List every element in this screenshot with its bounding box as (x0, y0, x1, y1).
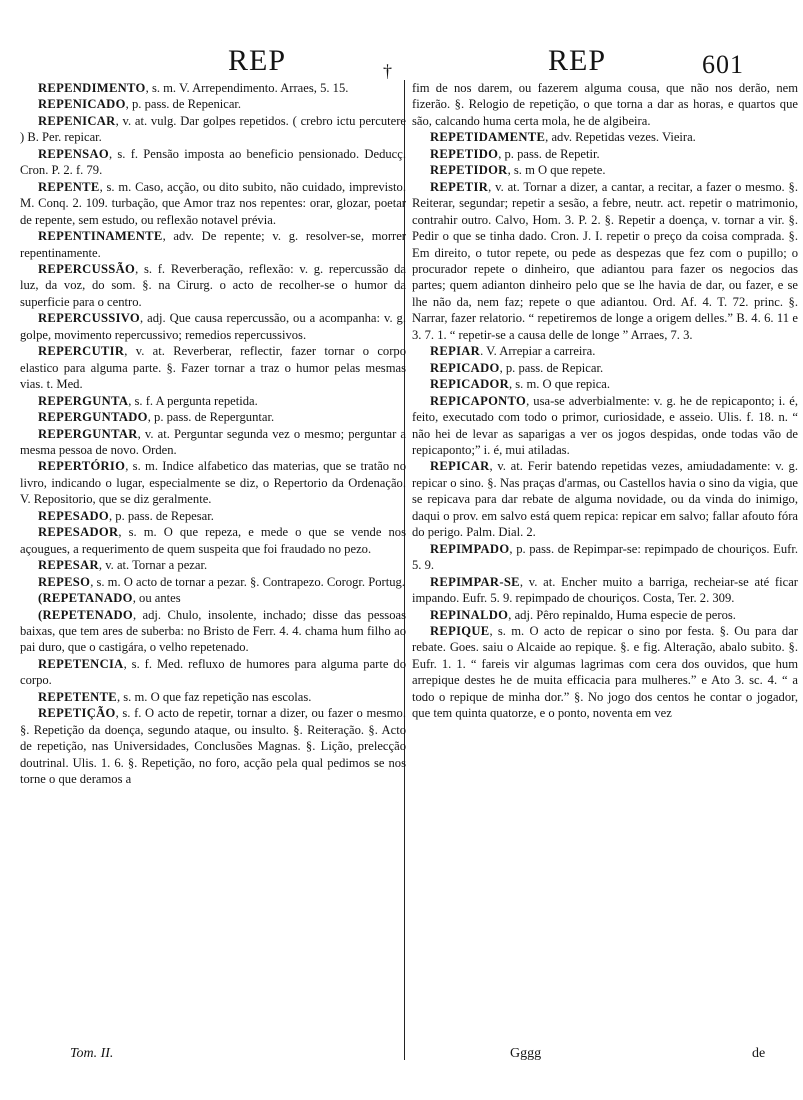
dictionary-entry (20, 590, 406, 606)
entry-headword: REPETIÇÃO (38, 706, 116, 721)
entry-definition: , s. m. O acto de tornar a pezar. §. Contrapezo. Corogr. Portug. (90, 574, 405, 589)
dictionary-entry (412, 458, 798, 540)
entry-definition: , s. f. O acto de repetir, tornar a dizer, ou fazer o mesmo. §. Repetição da doença, segundo ataque, ou insulto. §. Reiteração. §. Acto de repetição, nas Universidades, Conclusões Magnas. §. Lição, prelecção doutrinal. Ulis. 1. 6. §. Repetição, no foro, acção pela qual pedimos se nos torne o que deramos a (20, 706, 406, 787)
dictionary-entry (20, 96, 406, 112)
catchword: de (752, 1046, 766, 1061)
right-column (412, 80, 798, 722)
entry-headword: REPINALDO (430, 607, 509, 622)
dictionary-entry (20, 146, 406, 179)
page-number: 601 (702, 50, 744, 79)
dictionary-entry (20, 261, 406, 310)
dictionary-entry (20, 458, 406, 507)
dictionary-entry (412, 360, 798, 376)
entry-headword: REPETIDOR (430, 163, 508, 178)
dictionary-entry (20, 426, 406, 459)
entry-headword: (REPETANADO (38, 591, 133, 606)
dictionary-entry (20, 80, 406, 96)
dictionary-entry (412, 179, 798, 344)
dictionary-entry (20, 656, 406, 689)
entry-definition: , s. f. Pensão imposta ao beneficio pensionado. Deducç. Cron. P. 2. f. 79. (20, 146, 406, 178)
signature-mark: Gggg (510, 1046, 542, 1061)
dictionary-entry (412, 146, 798, 162)
dictionary-entry (20, 705, 406, 787)
entry-definition: , p. pass. de Repenicar. (125, 97, 242, 112)
dictionary-entry (20, 179, 406, 228)
entry-definition: , p. pass. de Reperguntar. (147, 410, 275, 425)
entry-definition: , s. m. Indice alfabetico das materias, que se tratão no livro, indicando o lugar, especialmente se diz, o Repertorio da Ordenação. V. Repositorio, que se diz geralmente. (20, 459, 406, 507)
entry-definition: , p. pass. de Repetir. (498, 146, 600, 161)
dictionary-entry (20, 343, 406, 392)
volume-footer: Tom. II. (70, 1046, 114, 1061)
entry-headword: REPERGUNTA (38, 393, 129, 408)
entry-definition: fim de nos darem, ou fazerem alguma cousa, que não nos derão, nem fizerão. §. Relogio de repetição, o que torna a dar as horas, e quartos que são, calcando huma certa mola, he de algibeira. (412, 81, 798, 128)
entry-definition: , usa-se adverbialmente: v. g. he de repicaponto; i. é, feito, executado com todo o primor, curiosidade, e asseio. Ulis. f. 18. n. “ não hei de levar as saparigas a ver os jogos despidas, onde todas vão de repicaponto;” i. é, mui atiladas. (412, 393, 798, 457)
dictionary-entry (412, 129, 798, 145)
dictionary-entry (20, 607, 406, 656)
entry-headword: REPICADO (430, 360, 500, 375)
dictionary-entry (20, 113, 406, 146)
entry-headword: REPICAR (430, 459, 490, 474)
entry-definition: , p. pass. de Repimpar-se: repimpado de chouriços. Eufr. 5. 9. (412, 541, 798, 573)
entry-definition: , adj. Pêro repinaldo, Huma especie de peros. (508, 607, 736, 622)
dictionary-entry (412, 607, 798, 623)
entry-headword: REPERGUNTAR (38, 426, 138, 441)
dictionary-entry (20, 524, 406, 557)
entry-definition: , adj. Chulo, insolente, inchado; disse das pessoas baixas, que tem ares de suberba: no Bristo de Ferr. 4. 4. chama hum filho ao pai duro, que o castigára, o velho repetenado. (20, 607, 406, 655)
entry-headword: REPICADOR (430, 377, 509, 392)
entry-definition: , adj. Que causa repercussão, ou a acompanha: v. g. golpe, movimento repercussivo; remedios repercussivos. (20, 311, 406, 342)
header-separator-mark: † (383, 61, 393, 81)
entry-headword: REPICAPONTO (430, 393, 527, 408)
entry-definition: , v. at. Perguntar segunda vez o mesmo; perguntar a mesma pessoa de novo. Orden. (20, 426, 406, 457)
dictionary-entry (412, 623, 798, 722)
dictionary-entry (20, 228, 406, 261)
entry-definition: , s. m O que repete. (507, 163, 606, 178)
entry-definition: , s. m. Caso, acção, ou dito subito, não cuidado, imprevisto. M. Conq. 2. 109. turbação, que Amor traz nos repentes: orar, glozar, poetar de repente, sem estudo, ou reflexão notavel prévia. (20, 179, 406, 227)
entry-headword: REPETIR (430, 179, 489, 194)
entry-headword: REPIAR (430, 344, 481, 359)
entry-definition: , s. f. A pergunta repetida. (128, 393, 258, 408)
entry-definition: . V. Arrepiar a carreira. (480, 344, 596, 359)
dictionary-entry (20, 393, 406, 409)
dictionary-entry (412, 541, 798, 574)
entry-definition: , v. at. Tornar a pezar. (98, 558, 208, 573)
entry-headword: REPESADOR (38, 525, 119, 540)
entry-definition: , v. at. Tornar a dizer, a cantar, a recitar, a fazer o mesmo. §. Reiterar, segundar; repetir a sesão, a febre, neutr. act. repetir o matrimonio, contrahir outro. Calvo, Hom. 3. P. 2. §. Repetir a doença, v. tornar a vir. §. Pedir o que se tinha dado. Cron. J. I. repetir o preço da coisa comprada. §. Em direito, o tutor repete, ou pede as despezas que fez com o pupillo; o procurador repete o dinheiro, que adiantou para fazer os negocios das partes; quem adianton dinheiro pelo que se lhe havia de dar, ou fazer, e se lhe não da, nem faz; repete o que adiantou. Ord. Af. 4. T. 72. princ. §. Narrar, fazer relatorio. “ repetiremos de longe a origem delles.” B. 4. 6. 11 e 3. 7. 1. “ repetir-se a causa delle de longe ” Arraes, 7. 3. (412, 179, 798, 342)
dictionary-entry (412, 574, 798, 607)
entry-headword: REPIQUE (430, 623, 490, 638)
entry-headword: REPERTÓRIO (38, 459, 126, 474)
entry-definition: , adv. Repetidas vezes. Vieira. (545, 130, 696, 145)
entry-headword: REPESAR (38, 558, 99, 573)
entry-headword: (REPETENADO (38, 607, 133, 622)
entry-definition: , p. pass. de Repesar. (108, 508, 214, 523)
entry-definition: , adv. De repente; v. g. resolver-se, morrer repentinamente. (20, 229, 406, 260)
entry-headword: REPERCUSSIVO (38, 311, 141, 326)
entry-headword: REPERGUNTADO (38, 410, 148, 425)
entry-headword: REPENTE (38, 179, 100, 194)
entry-definition: , s. f. Med. refluxo de humores para alguma parte do corpo. (20, 656, 406, 688)
dictionary-entry (20, 508, 406, 524)
dictionary-entry (412, 376, 798, 392)
dictionary-entry (412, 393, 798, 459)
entry-headword: REPESADO (38, 508, 109, 523)
left-column (20, 80, 406, 787)
entry-headword: REPETENTE (38, 689, 117, 704)
entry-headword: REPETENCIA (38, 656, 124, 671)
entry-headword: REPIMPAR-SE (430, 574, 520, 589)
entry-headword: REPENICAR (38, 113, 116, 128)
running-head-left: REP (228, 44, 287, 77)
entry-definition: , s. m. V. Arrependimento. Arraes, 5. 15. (145, 81, 349, 95)
dictionary-entry (20, 310, 406, 343)
entry-headword: REPERCUSSÃO (38, 261, 136, 276)
entry-definition: , s. m. O que faz repetição nas escolas. (116, 689, 312, 704)
entry-headword: REPENTINAMENTE (38, 229, 163, 244)
entry-headword: REPENSAO (38, 146, 109, 161)
entry-headword: REPENDIMENTO (38, 81, 146, 95)
dictionary-entry (412, 162, 798, 178)
entry-headword: REPIMPADO (430, 541, 510, 556)
dictionary-entry (412, 80, 798, 129)
entry-definition: , s. f. Reverberação, reflexão: v. g. repercussão da luz, da voz, do som. §. na Cirurg. o acto de recolher-se o humor da superficie para o centro. (20, 261, 406, 309)
dictionary-entry (412, 343, 798, 359)
entry-headword: REPETIDAMENTE (430, 130, 546, 145)
entry-headword: REPETIDO (430, 146, 499, 161)
dictionary-entry (20, 574, 406, 590)
entry-definition: , v. at. vulg. Dar golpes repetidos. ( crebro ictu percutere ) B. Per. repicar. (20, 113, 406, 145)
entry-definition: , s. m. O acto de repicar o sino por festa. §. Ou para dar rebate. Goes. saiu o Alcaide ao repique. §. e fig. Alteração, abalo subito. §. Eufr. 1. 1. “ fareis vir algumas lagrimas com cera dos ouvidos, que hum arrepique destes he de muita efficacia para mulheres.” e Ato 3. sc. 4. “ a todo o repique de minha dor.” §. No jogo dos centos he contar o jogador, que tem quinta quatorze, e o ponto, noventa em vez (412, 623, 798, 721)
dictionary-entry (20, 557, 406, 573)
entry-headword: REPESO (38, 574, 91, 589)
entry-headword: REPERCUTIR (38, 344, 125, 359)
entry-definition: , ou antes (132, 591, 181, 606)
dictionary-entry (20, 689, 406, 705)
entry-definition: , v. at. Reverberar, reflectir, fazer tornar o corpo elastico para alguma parte. §. Fazer tornar a traz o humor pelas mesmas vias. t. Med. (20, 344, 406, 392)
entry-definition: , s. m. O que repica. (508, 377, 611, 392)
entry-definition: , s. m. O que repeza, e mede o que se vende nos açougues, a requerimento de quem suspeita que foi fraudado no pezo. (20, 525, 406, 556)
entry-definition: , v. at. Encher muito a barriga, recheiar-se até ficar impando. Eufr. 5. 9. repimpado de chouriços. Costa, Ter. 2. 309. (412, 574, 798, 606)
running-head-right: REP (548, 44, 607, 77)
entry-definition: , v. at. Ferir batendo repetidas vezes, amiudadamente: v. g. repicar o sino. §. Nas praças d'armas, ou Castellos havia o sino da vigia, que se repicava para dar rebate de alguma novidade, ou da vinda do inimigo, daqui o prov. em salvo está quem repica: repicar em salvo; fallar afouto fóra do perigo. Palm. Dial. 2. (412, 459, 798, 540)
entry-headword: REPENICADO (38, 97, 126, 112)
entry-definition: , p. pass. de Repicar. (499, 360, 604, 375)
dictionary-entry (20, 409, 406, 425)
